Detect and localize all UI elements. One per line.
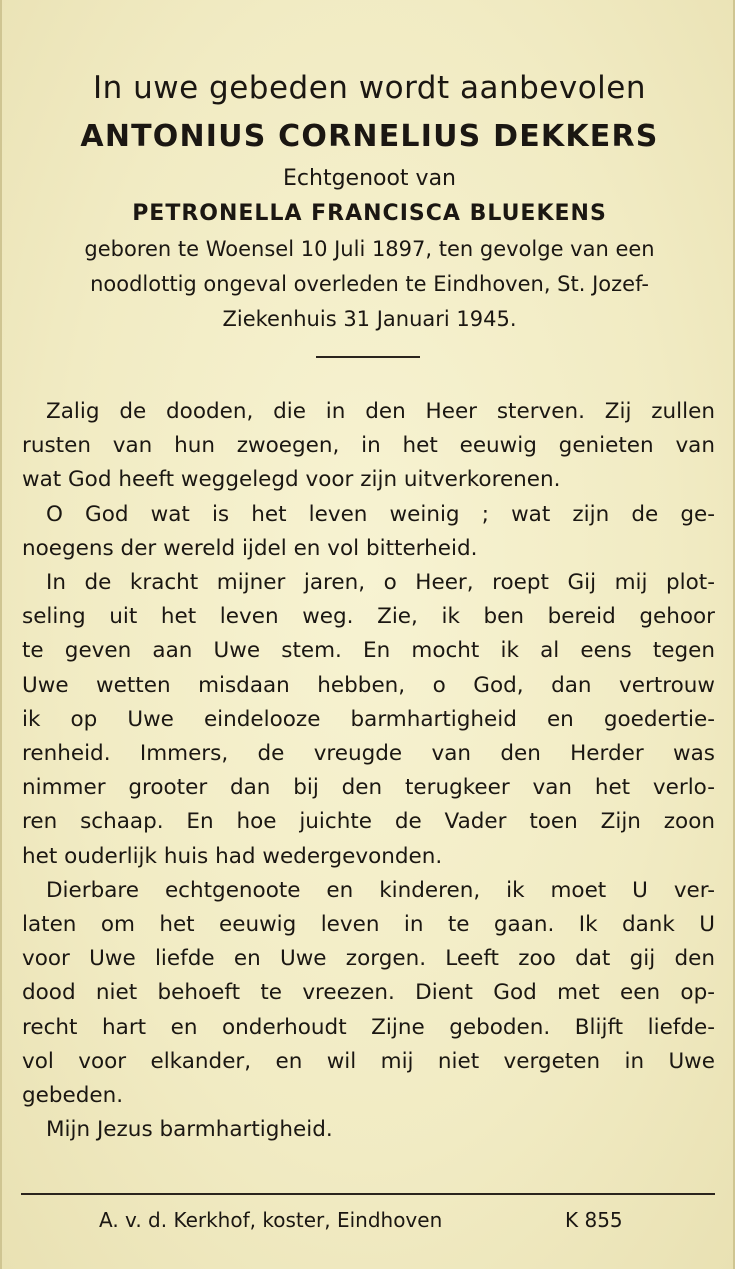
text-line: renheid. Immers, de vreugde van den Herder was — [22, 741, 715, 767]
spouse-prefix: Echtgenoot van — [283, 166, 456, 191]
text-line: wat God heeft weggelegd voor zijn uitverkorenen. — [22, 467, 561, 493]
text-line: Uwe wetten misdaan hebben, o God, dan vertrouw — [22, 672, 715, 698]
text-line: ik op Uwe eindelooze barmhartigheid en goedertie- — [22, 706, 715, 732]
life-line: geboren te Woensel 10 Juli 1897, ten gevolge van een — [84, 237, 655, 261]
header-divider — [316, 356, 420, 358]
text-line: Dierbare echtgenoote en kinderen, ik moet U ver- — [46, 877, 715, 903]
text-line: dood niet behoeft te vreezen. Dient God met een op- — [22, 980, 715, 1006]
intro-line: In uwe gebeden wordt aanbevolen — [92, 70, 647, 106]
text-line: gebeden. — [22, 1083, 124, 1109]
printer-credit: A. v. d. Kerkhof, koster, Eindhoven — [99, 1208, 443, 1232]
text-line: O God wat is het leven weinig ; wat zijn de ge- — [46, 501, 715, 527]
life-line: Ziekenhuis 31 Januari 1945. — [222, 307, 517, 331]
text-line: ren schaap. En hoe juichte de Vader toen Zijn zoon — [22, 809, 715, 835]
text-line: In de kracht mijner jaren, o Heer, roept Gij mij plot- — [46, 570, 715, 596]
spouse-name: PETRONELLA FRANCISCA BLUEKENS — [132, 201, 607, 226]
text-line: recht hart en onderhoudt Zijne geboden. Blijft liefde- — [22, 1014, 715, 1040]
text-line: Mijn Jezus barmhartigheid. — [46, 1117, 333, 1143]
footer-divider — [21, 1193, 715, 1195]
text-line: vol voor elkander, en wil mij niet vergeten in Uwe — [22, 1048, 715, 1074]
text-line: nimmer grooter dan bij den terugkeer van het verlo- — [22, 775, 715, 801]
deceased-name: ANTONIUS CORNELIUS DEKKERS — [80, 119, 659, 154]
text-line: voor Uwe liefde en Uwe zorgen. Leeft zoo dat gij den — [22, 946, 715, 972]
text-line: seling uit het leven weg. Zie, ik ben bereid gehoor — [22, 604, 715, 630]
text-line: laten om het eeuwig leven in te gaan. Ik dank U — [22, 912, 715, 938]
text-line: te geven aan Uwe stem. En mocht ik al eens tegen — [22, 638, 715, 664]
card-header — [2, 62, 735, 337]
life-line: noodlottig ongeval overleden te Eindhoven, St. Jozef- — [90, 272, 649, 296]
text-line: rusten van hun zwoegen, in het eeuwig genieten van — [22, 433, 715, 459]
prayer-text — [22, 395, 715, 1147]
text-line: Zalig de dooden, die in den Heer sterven. Zij zullen — [46, 399, 715, 424]
card-code: K 855 — [565, 1208, 623, 1232]
text-line: het ouderlijk huis had wedergevonden. — [22, 843, 443, 869]
text-line: noegens der wereld ijdel en vol bitterheid. — [22, 535, 478, 561]
